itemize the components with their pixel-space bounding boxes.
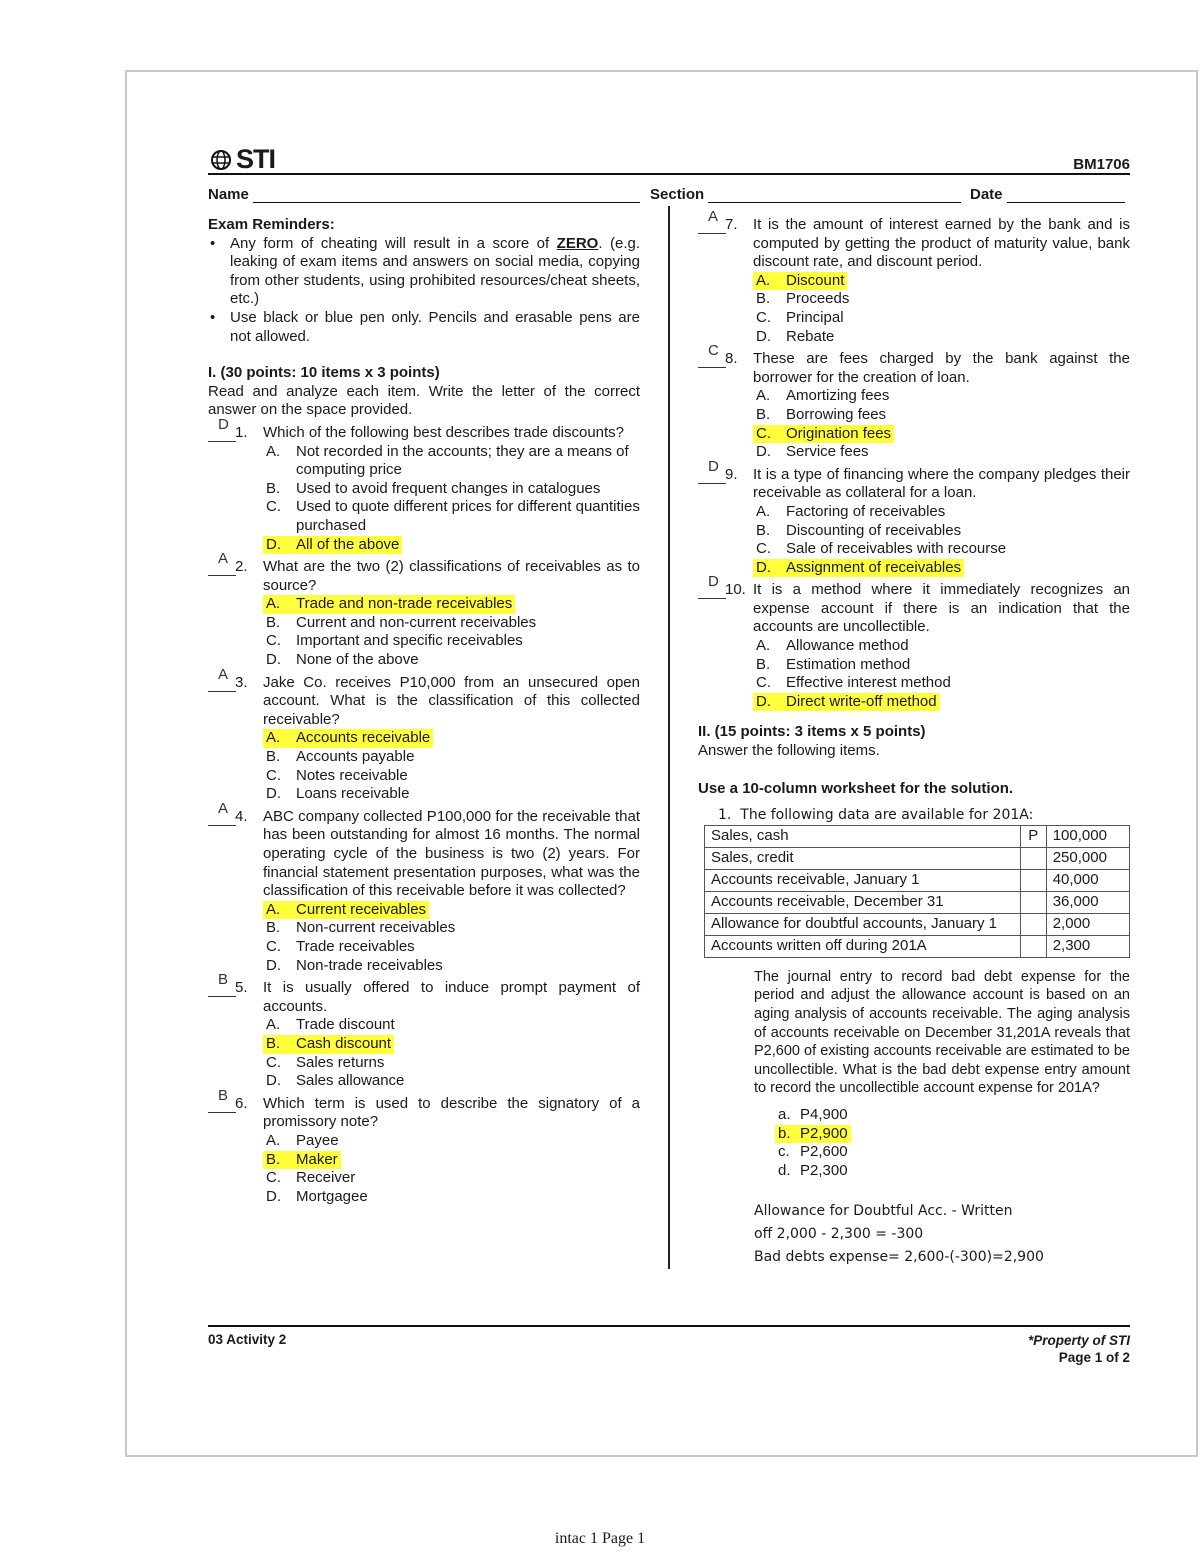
option [266, 1169, 640, 1188]
option-letter: B. [756, 655, 771, 673]
table-row [705, 825, 1130, 847]
question-10 [698, 573, 1130, 711]
option-highlighted [263, 729, 433, 748]
option-letter: A. [266, 595, 281, 613]
option-letter: D. [756, 327, 771, 345]
row-label: Sales, credit [705, 847, 1021, 869]
handwritten-answer: D [708, 457, 719, 475]
choice-letter: a. [778, 1105, 791, 1123]
currency-cell [1020, 869, 1046, 891]
option-text: Proceeds [786, 290, 850, 308]
option-text: Notes receivable [296, 766, 408, 784]
sti-globe-icon [208, 149, 234, 171]
option-letter: A. [266, 1016, 281, 1034]
question-9 [698, 457, 1130, 578]
choice-letter: b. [778, 1124, 791, 1142]
choice [778, 1106, 1130, 1125]
options-list [266, 443, 640, 555]
option [266, 1054, 640, 1073]
option-letter: C. [756, 424, 771, 442]
option-text: Allowance method [786, 637, 909, 655]
name-field[interactable] [208, 186, 640, 203]
option-text: Trade receivables [296, 937, 415, 955]
option-highlighted [753, 272, 847, 291]
option-highlighted [263, 536, 402, 555]
option-letter: A. [266, 900, 281, 918]
currency-cell [1020, 935, 1046, 957]
solution-notes [754, 1200, 1130, 1269]
problem-text: The journal entry to record bad debt expense for the period and adjust the allowance account is based on an aging analysis of accounts receivable. The aging analysis of accounts receivable on December 31,201A reveals that P2,600 of existing accounts receivable are estimated to be uncollectible. What is the bad debt expense entry amount to record the uncollectible account expense for 201A? [754, 968, 1130, 1097]
option [756, 406, 1130, 425]
question-number: 1. [235, 423, 248, 441]
option-text: Discounting of receivables [786, 521, 962, 539]
section-field[interactable] [650, 186, 961, 203]
option-text: Service fees [786, 443, 869, 461]
option-letter: B. [266, 748, 281, 766]
question-8 [698, 342, 1130, 462]
table-row [705, 847, 1130, 869]
questions-right [698, 208, 1130, 711]
question-stem: Which of the following best describes trade discounts? [263, 423, 625, 441]
options-list [756, 503, 1130, 577]
question-4 [208, 799, 640, 975]
question-5 [208, 971, 640, 1091]
row-label: Accounts receivable, January 1 [705, 869, 1021, 891]
question-number: 8. [725, 350, 738, 368]
name-label: Name [208, 186, 249, 203]
course-code: BM1706 [1073, 156, 1130, 173]
option-letter: C. [756, 308, 771, 326]
option-text: All of the above [296, 535, 400, 553]
sti-logo [208, 144, 275, 175]
option [266, 919, 640, 938]
option-letter: A. [756, 502, 771, 520]
option-highlighted [753, 559, 964, 578]
options-list [266, 1016, 640, 1090]
footer-page: Page 1 of 2 [1058, 1350, 1130, 1365]
options-list [266, 901, 640, 975]
zero-emphasis: ZERO [556, 234, 599, 252]
handwritten-answer: D [218, 415, 229, 433]
options-list [756, 637, 1130, 711]
question-number: 3. [235, 673, 248, 691]
option-text: Rebate [786, 327, 835, 345]
choice-highlighted [775, 1125, 851, 1144]
currency-cell [1020, 847, 1046, 869]
option-letter: C. [266, 498, 281, 516]
option-letter: D. [266, 1187, 281, 1205]
question-stem: It is a type of financing where the company pledges their receivable as collateral for a loan. [753, 465, 1130, 502]
option-highlighted [263, 901, 429, 920]
option [266, 767, 640, 786]
option-text: Accounts payable [296, 748, 415, 766]
option-letter: A. [756, 387, 771, 405]
question-number: 9. [725, 465, 738, 483]
option-letter: B. [756, 290, 771, 308]
question-number: 6. [235, 1094, 248, 1112]
option-text: Direct write-off method [786, 692, 937, 710]
worksheet-note: Use a 10-column worksheet for the solution. [698, 779, 1014, 797]
option [266, 651, 640, 670]
amount-cell: 2,000 [1046, 913, 1129, 935]
question-3 [208, 665, 640, 804]
option-letter: D. [266, 535, 281, 553]
option-text: Used to avoid frequent changes in catalogues [296, 479, 601, 497]
option-text: Trade and non-trade receivables [296, 595, 513, 613]
option [266, 1072, 640, 1091]
option-text: Amortizing fees [786, 387, 890, 405]
option [266, 785, 640, 804]
choice-letter: c. [778, 1143, 790, 1161]
option-text: Principal [786, 308, 844, 326]
row-label: Accounts receivable, December 31 [705, 891, 1021, 913]
date-label: Date [970, 186, 1003, 203]
question-stem: It is a method where it immediately recognizes an expense account if there is an indication that the accounts are uncollectible. [753, 581, 1130, 636]
option-highlighted [753, 693, 940, 712]
option [266, 748, 640, 767]
table-row [705, 869, 1130, 891]
option-text: Non-current receivables [296, 919, 456, 937]
handwritten-answer: B [218, 1086, 229, 1104]
option-text: None of the above [296, 651, 419, 669]
option [756, 309, 1130, 328]
option [266, 1016, 640, 1035]
reminder-item: • Any form of cheating will result in a score of ZERO. (e.g. leaking of exam items and answers on social media, copying from other students, using prohibited resources/cheat sheets, etc.) [208, 235, 640, 309]
question-stem: It is usually offered to induce prompt payment of accounts. [263, 979, 640, 1015]
option-letter: C. [266, 632, 281, 650]
option-letter: A. [756, 271, 771, 289]
option [266, 957, 640, 976]
option-text: Discount [786, 271, 845, 289]
amount-cell: 2,300 [1046, 935, 1129, 957]
option-text: Cash discount [296, 1034, 392, 1052]
option-letter: C. [266, 937, 281, 955]
date-field[interactable] [970, 186, 1125, 203]
option-letter: C. [266, 1053, 281, 1071]
handwritten-answer: B [218, 971, 229, 989]
option-highlighted [263, 1151, 341, 1170]
part1-instructions: Read and analyze each item. Write the letter of the correct answer on the space provided. [208, 382, 640, 419]
option [756, 328, 1130, 347]
option-letter: B. [266, 479, 281, 497]
handwritten-answer: A [218, 665, 229, 683]
question-stem: Which term is used to describe the signatory of a promissory note? [263, 1094, 640, 1131]
option-highlighted [263, 1035, 394, 1054]
footer-activity: 03 Activity 2 [208, 1332, 287, 1347]
handwritten-answer: D [708, 573, 719, 591]
option-letter: C. [756, 540, 771, 558]
section-label: Section [650, 186, 705, 203]
option [266, 443, 640, 480]
option-text: Trade discount [296, 1016, 395, 1034]
part1-title: I. (30 points: 10 items x 3 points) [208, 364, 440, 382]
question-6 [208, 1086, 640, 1207]
option-text: Current receivables [296, 900, 427, 918]
question-stem: It is the amount of interest earned by the bank and is computed by getting the product of maturity value, bank discount rate, and discount period. [753, 216, 1130, 271]
option-text: Sales allowance [296, 1072, 405, 1090]
option [266, 480, 640, 499]
question-number: 5. [235, 979, 248, 997]
date-line[interactable] [1007, 187, 1125, 203]
question-number: 2. [235, 558, 248, 576]
sheet-header [208, 140, 1130, 175]
problem-choices [778, 1106, 1130, 1180]
part2-title: II. (15 points: 3 items x 5 points) [698, 723, 926, 741]
option-text: Important and specific receivables [296, 632, 523, 650]
currency-cell [1020, 913, 1046, 935]
option [266, 1188, 640, 1207]
info-fields [208, 186, 1130, 206]
option [756, 443, 1130, 462]
column-divider [668, 206, 670, 1269]
question-number: 10. [725, 581, 746, 599]
page-caption: intac 1 Page 1 [554, 1530, 646, 1547]
option-letter: D. [266, 1072, 281, 1090]
option-letter: D. [266, 956, 281, 974]
option-letter: C. [266, 1169, 281, 1187]
option-text: Estimation method [786, 655, 911, 673]
option [266, 614, 640, 633]
option-letter: A. [756, 637, 771, 655]
left-column [208, 216, 640, 1206]
choice-text: P4,900 [800, 1105, 848, 1123]
option-letter: C. [266, 766, 281, 784]
amount-cell: 100,000 [1046, 825, 1129, 847]
option-text: Assignment of receivables [786, 558, 962, 576]
page-footer [208, 1325, 1130, 1365]
option-text: Origination fees [786, 424, 892, 442]
option-text: Accounts receivable [296, 729, 431, 747]
row-label: Allowance for doubtful accounts, January 1 [705, 913, 1021, 935]
question-stem: These are fees charged by the bank against the borrower for the creation of loan. [753, 350, 1130, 386]
currency-cell [1020, 891, 1046, 913]
option-letter: B. [266, 613, 281, 631]
right-column [698, 208, 1130, 1269]
row-label: Sales, cash [705, 825, 1021, 847]
table-row [705, 891, 1130, 913]
handwritten-answer: A [708, 208, 719, 225]
option-letter: D. [756, 558, 771, 576]
amount-cell: 36,000 [1046, 891, 1129, 913]
option [756, 674, 1130, 693]
option-letter: D. [756, 692, 771, 710]
option [756, 522, 1130, 541]
option-text: Receiver [296, 1169, 356, 1187]
option-letter: D. [266, 785, 281, 803]
option [756, 503, 1130, 522]
question-7 [698, 208, 1130, 346]
table-row [705, 935, 1130, 957]
amount-cell: 250,000 [1046, 847, 1129, 869]
reminders-title: Exam Reminders: [208, 216, 335, 233]
option [756, 656, 1130, 675]
questions-left [208, 415, 640, 1206]
choice-text: P2,600 [800, 1143, 848, 1161]
option-letter: A. [266, 729, 281, 747]
choice [778, 1143, 1130, 1162]
handwritten-answer: A [218, 799, 229, 817]
option [756, 637, 1130, 656]
option-text: Borrowing fees [786, 405, 887, 423]
data-intro: 1. The following data are available for 201A: [718, 807, 1034, 824]
option-letter: B. [266, 919, 281, 937]
option-letter: A. [266, 1131, 281, 1149]
option-text: Mortgagee [296, 1187, 368, 1205]
table-row [705, 913, 1130, 935]
logo-text: STI [236, 144, 276, 174]
option-letter: B. [756, 405, 771, 423]
row-label: Accounts written off during 201A [705, 935, 1021, 957]
solution-line: Bad debts expense= 2,600-(-300)=2,900 [754, 1249, 1044, 1266]
option-highlighted [753, 425, 894, 444]
option-letter: D. [266, 651, 281, 669]
question-stem: Jake Co. receives P10,000 from an unsecured open account. What is the classification of this collected receivable? [263, 673, 640, 728]
name-line[interactable] [253, 187, 640, 203]
question-number: 4. [235, 807, 248, 825]
option-letter: B. [266, 1150, 281, 1168]
option [266, 498, 640, 535]
option-letter: B. [266, 1034, 281, 1052]
solution-line: Allowance for Doubtful Acc. - Written [754, 1203, 1013, 1220]
option-text: Not recorded in the accounts; they are a means of computing price [296, 442, 629, 479]
option [756, 387, 1130, 406]
option-text: Payee [296, 1131, 339, 1149]
options-list [756, 387, 1130, 461]
option [266, 632, 640, 651]
question-stem: What are the two (2) classifications of receivables as to source? [263, 558, 640, 594]
footer-property: *Property of STI [1027, 1333, 1130, 1348]
option-highlighted [263, 595, 515, 614]
option [266, 938, 640, 957]
option-text: Sales returns [296, 1053, 385, 1071]
footer-right [1028, 1332, 1130, 1366]
currency-cell: P [1020, 825, 1046, 847]
option-text: Effective interest method [786, 674, 951, 692]
reminder-item: • Use black or blue pen only. Pencils and erasable pens are not allowed. [208, 309, 640, 346]
data-table [704, 825, 1130, 958]
reminders-list [208, 235, 640, 347]
handwritten-answer: A [218, 550, 229, 568]
solution-line: off 2,000 - 2,300 = -300 [754, 1226, 924, 1243]
question-2 [208, 550, 640, 670]
question-number: 7. [725, 216, 738, 233]
option [756, 540, 1130, 559]
option-text: Non-trade receivables [296, 956, 443, 974]
option-text: Loans receivable [296, 785, 410, 803]
amount-cell: 40,000 [1046, 869, 1129, 891]
option-letter: A. [266, 442, 281, 460]
question-1 [208, 415, 640, 554]
options-list [756, 272, 1130, 346]
part2-instructions: Answer the following items. [698, 742, 880, 760]
option-text: Sale of receivables with recourse [786, 540, 1007, 558]
options-list [266, 595, 640, 669]
option [756, 290, 1130, 309]
option [266, 1132, 640, 1151]
section-line[interactable] [708, 187, 961, 203]
option-text: Used to quote different prices for different quantities purchased [296, 498, 640, 534]
option-letter: B. [756, 521, 771, 539]
options-list [266, 1132, 640, 1206]
choice-letter: d. [778, 1161, 791, 1179]
handwritten-answer: C [708, 342, 719, 360]
option-letter: D. [756, 443, 771, 461]
option-text: Maker [296, 1150, 338, 1168]
choice-text: P2,300 [800, 1161, 848, 1179]
option-letter: C. [756, 674, 771, 692]
options-list [266, 729, 640, 803]
choice-text: P2,900 [800, 1124, 848, 1142]
choice [778, 1162, 1130, 1181]
option-text: Factoring of receivables [786, 502, 946, 520]
question-stem: ABC company collected P100,000 for the receivable that has been outstanding for almost 16 months. The normal operating cycle of the business is two (2) years. For financial statement presentation purposes, what was the classification of this receivable before it was collected? [263, 807, 640, 900]
option-text: Current and non-current receivables [296, 613, 537, 631]
